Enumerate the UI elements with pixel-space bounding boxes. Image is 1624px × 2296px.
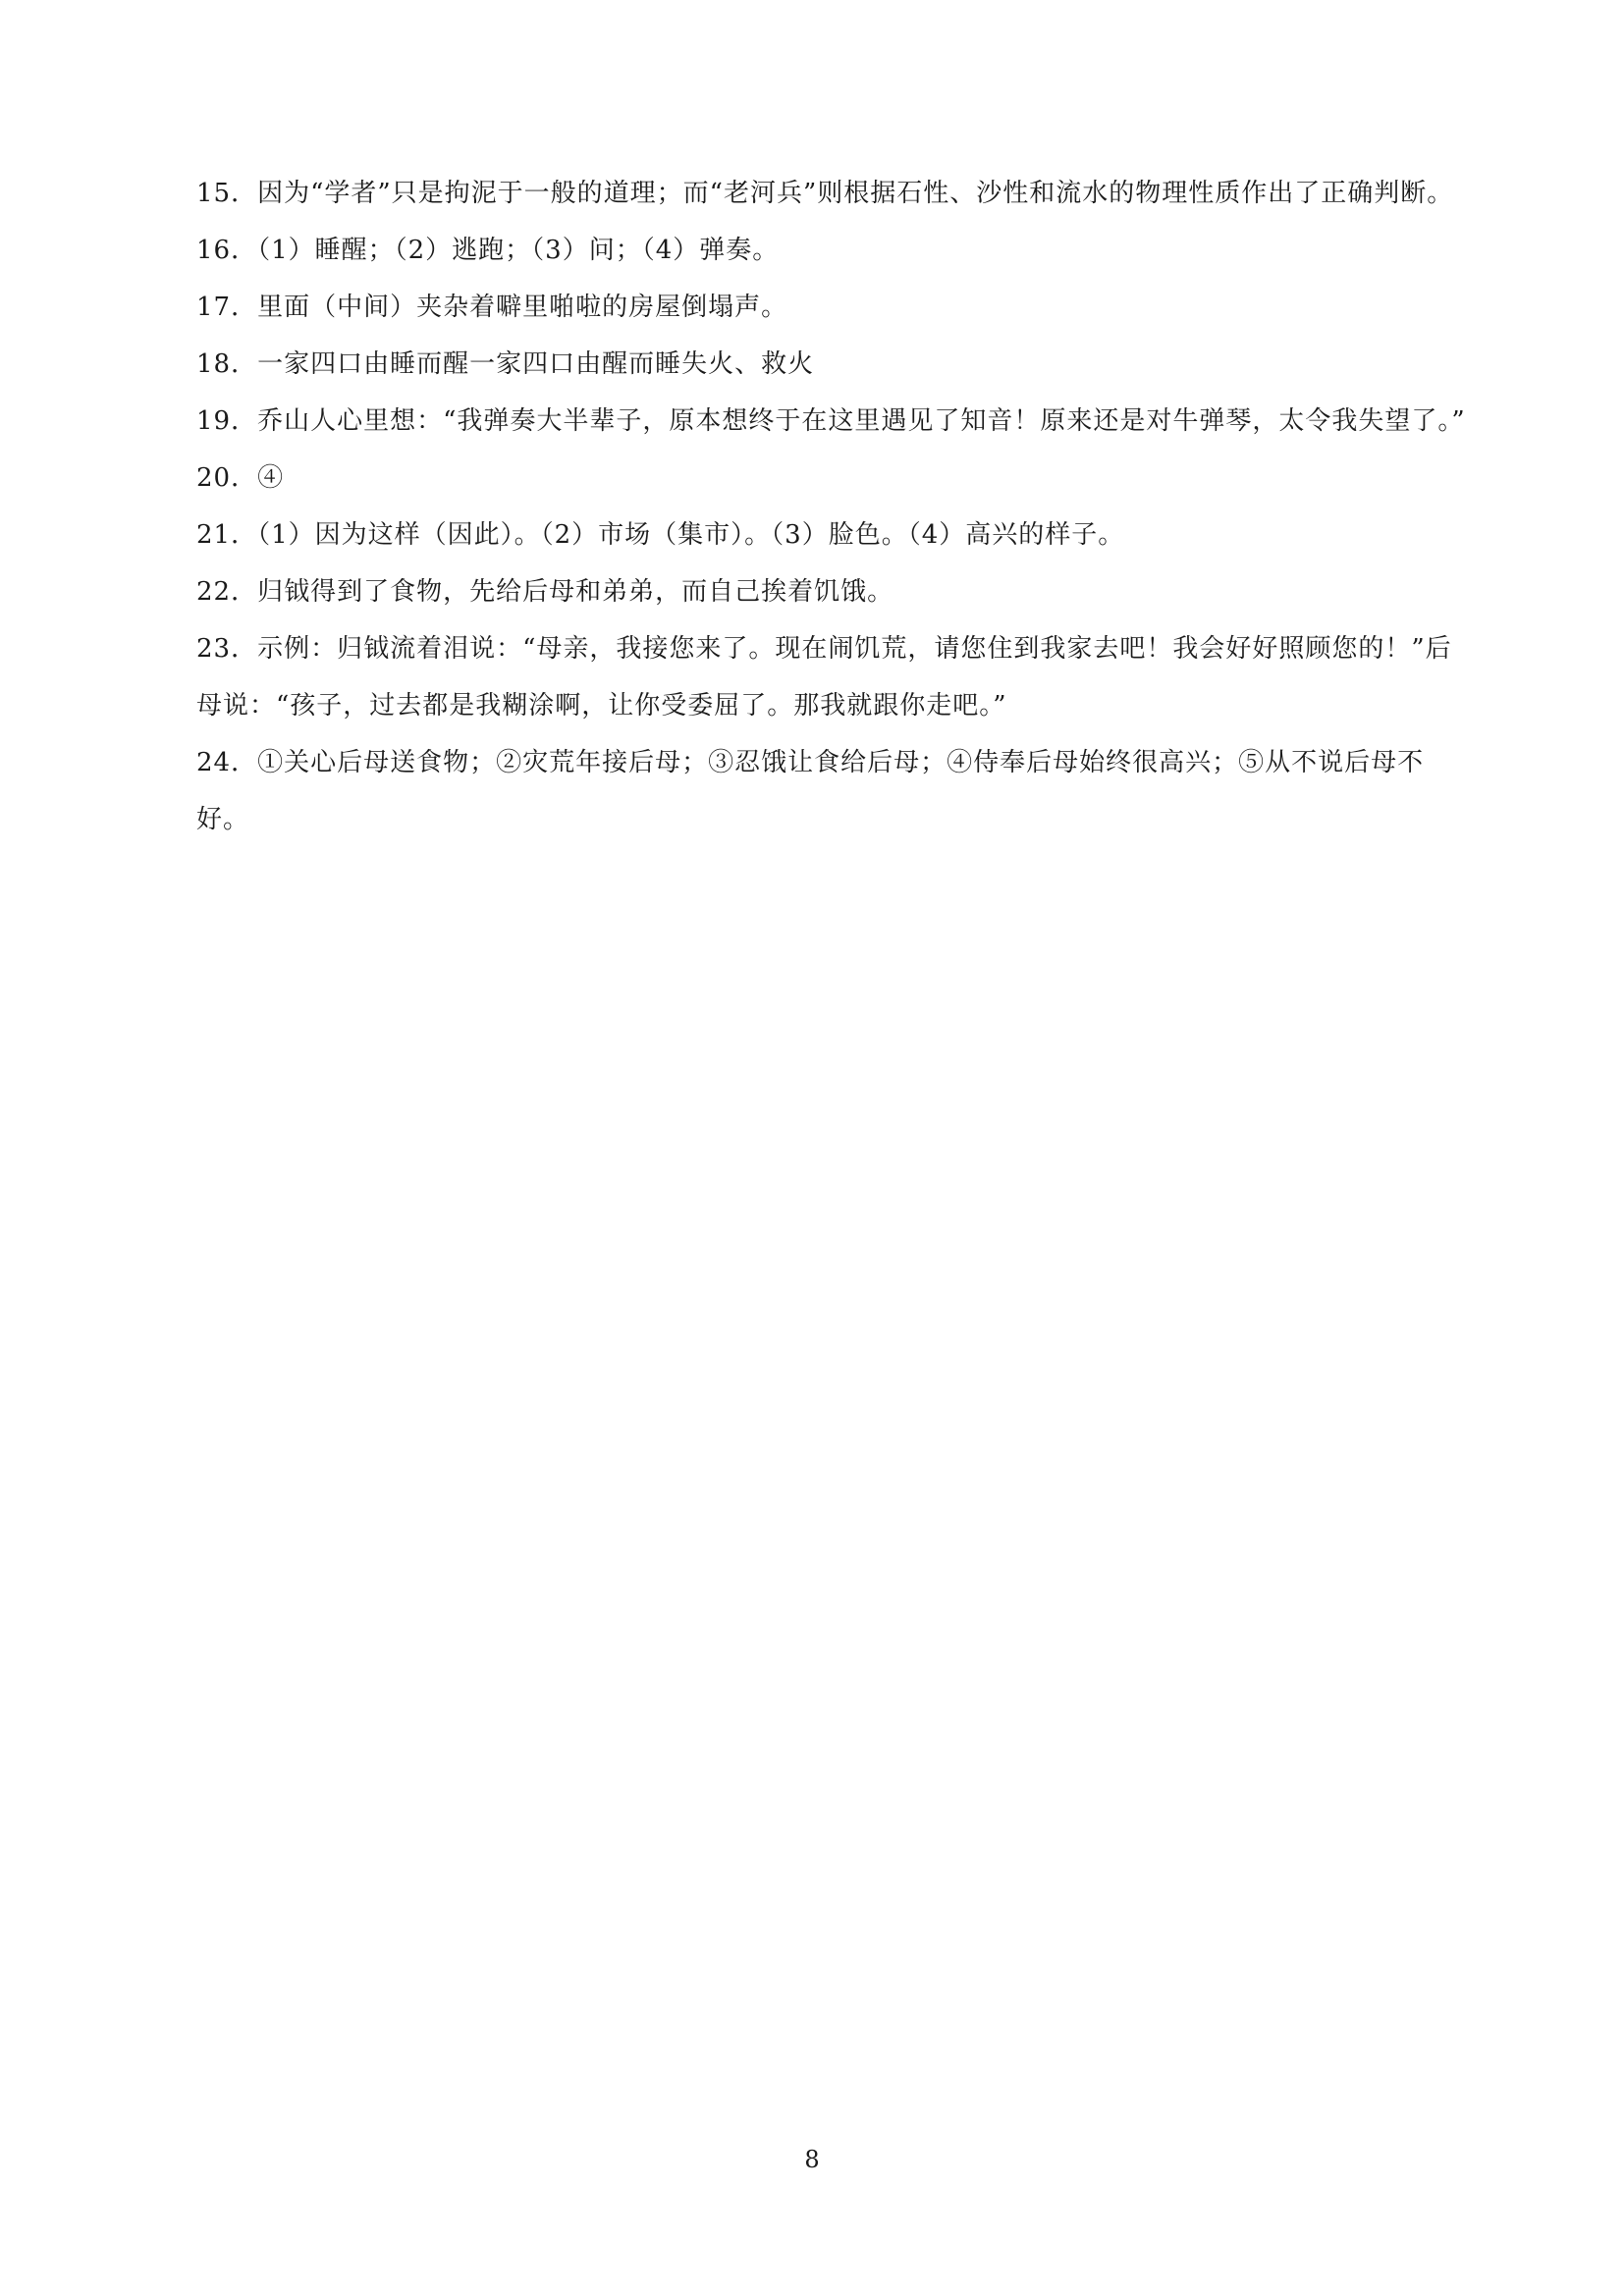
answer-number: 16． <box>196 236 258 265</box>
answer-number: 15． <box>196 179 258 208</box>
answer-number: 22． <box>196 577 258 607</box>
answer-list <box>196 165 1473 848</box>
answer-item-20 <box>196 450 1473 507</box>
answer-text: 因为“学者”只是拘泥于一般的道理；而“老河兵”则根据石性、沙性和流水的物理性质作出了正确判断。 <box>257 179 1454 208</box>
answer-item-24 <box>196 734 1473 848</box>
answer-item-23 <box>196 620 1473 734</box>
answer-item-16 <box>196 222 1473 279</box>
answer-text: （1）睡醒；（2）逃跑；（3）问；（4）弹奏。 <box>257 236 780 265</box>
answer-number: 23． <box>196 634 258 664</box>
answer-number: 17． <box>196 293 258 322</box>
answer-number: 18． <box>196 349 258 379</box>
answer-text: 归钺得到了食物，先给后母和弟弟，而自己挨着饥饿。 <box>257 577 894 607</box>
answer-text: 乔山人心里想：“我弹奏大半辈子，原本想终于在这里遇见了知音！原来还是对牛弹琴，太令我失望了。” <box>257 406 1466 436</box>
answer-item-21 <box>196 507 1473 563</box>
answer-number: 24． <box>196 748 258 777</box>
answer-text: 里面（中间）夹杂着噼里啪啦的房屋倒塌声。 <box>257 293 788 322</box>
answer-text: （1）因为这样（因此）。（2）市场（集市）。（3）脸色。（4）高兴的样子。 <box>257 520 1125 550</box>
answer-item-19 <box>196 393 1473 450</box>
answer-number: 19． <box>196 406 258 436</box>
answer-item-17 <box>196 279 1473 336</box>
page-number: 8 <box>804 2146 820 2173</box>
answer-item-18 <box>196 336 1473 393</box>
answer-text: ①关心后母送食物；②灾荒年接后母；③忍饿让食给后母；④侍奉后母始终很高兴；⑤从不说后母不好。 <box>196 748 1425 834</box>
answer-text: 一家四口由睡而醒一家四口由醒而睡失火、救火 <box>257 349 815 379</box>
answer-text: 示例：归钺流着泪说：“母亲，我接您来了。现在闹饥荒，请您住到我家去吧！我会好好照顾您的！”后母说：“孩子，过去都是我糊涂啊，让你受委屈了。那我就跟你走吧。” <box>196 634 1452 721</box>
answer-number: 20． <box>196 463 258 493</box>
answer-text: ④ <box>257 463 285 493</box>
answer-number: 21． <box>196 520 258 550</box>
answer-item-22 <box>196 563 1473 620</box>
answer-item-15 <box>196 165 1473 222</box>
